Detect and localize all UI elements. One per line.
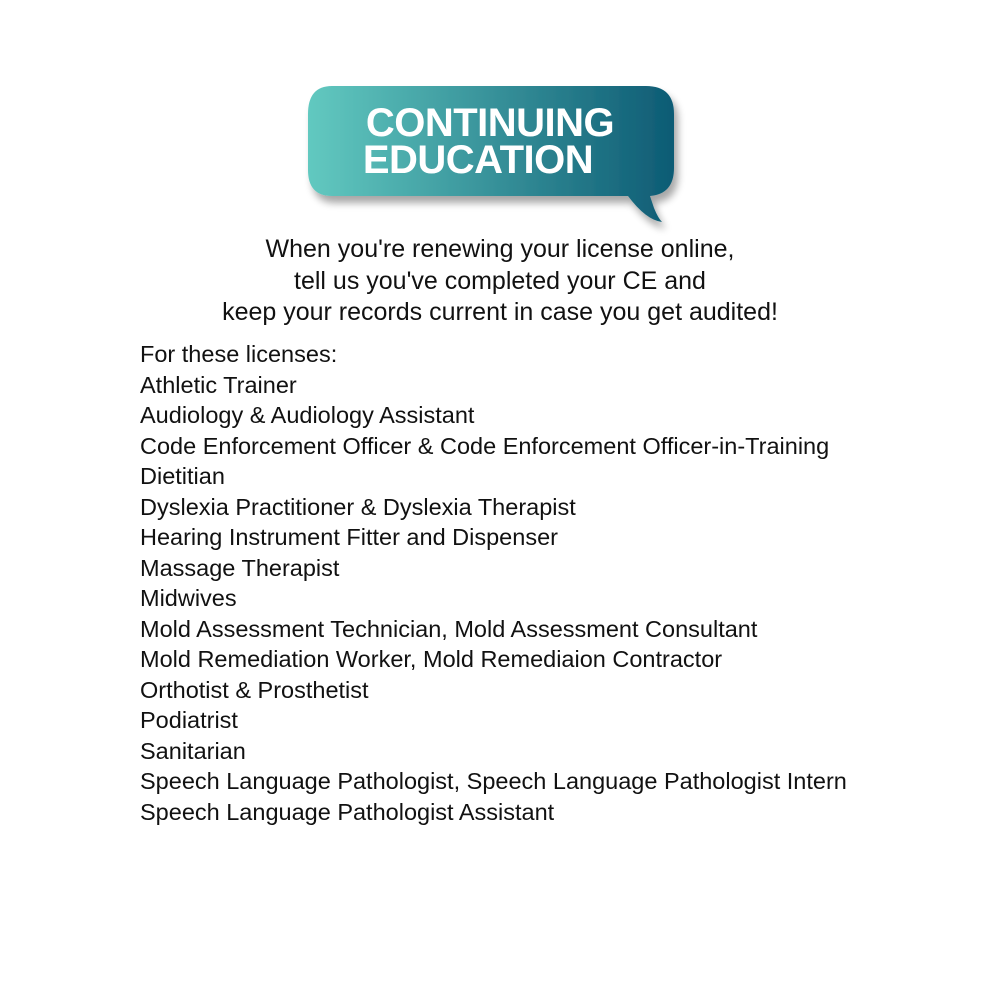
speech-bubble-icon xyxy=(300,80,690,240)
license-item: Orthotist & Prosthetist xyxy=(140,676,369,703)
logo-line-1: CONTINUING xyxy=(365,101,615,145)
license-item: Mold Assessment Technician, Mold Assessment Consultant xyxy=(140,615,758,642)
license-heading: For these licenses: xyxy=(140,341,338,367)
license-item: Dietitian xyxy=(140,463,225,489)
license-item: Massage Therapist xyxy=(140,554,340,581)
license-item: Athletic Trainer xyxy=(140,371,297,398)
intro-line: tell us you've completed your CE and xyxy=(294,266,706,295)
license-item: Dyslexia Practitioner & Dyslexia Therapist xyxy=(140,493,576,520)
license-list xyxy=(140,370,960,828)
license-section xyxy=(140,339,960,827)
license-item: Speech Language Pathologist Assistant xyxy=(140,798,555,825)
license-item: Midwives xyxy=(140,585,237,611)
logo-line-2: EDUCATION xyxy=(362,138,594,182)
intro-message xyxy=(0,234,1000,329)
license-item: Audiology & Audiology Assistant xyxy=(140,402,475,428)
intro-line: When you're renewing your license online, xyxy=(265,235,735,263)
license-item: Sanitarian xyxy=(140,737,246,764)
license-item: Hearing Instrument Fitter and Dispenser xyxy=(140,524,558,550)
continuing-education-logo xyxy=(300,80,690,240)
license-item: Speech Language Pathologist, Speech Language Pathologist Intern xyxy=(140,768,847,794)
license-item: Mold Remediation Worker, Mold Remediaion Contractor xyxy=(140,646,723,672)
license-item: Podiatrist xyxy=(140,707,238,733)
license-item: Code Enforcement Officer & Code Enforcement Officer-in-Training xyxy=(140,432,830,459)
intro-line: keep your records current in case you get audited! xyxy=(222,298,778,326)
